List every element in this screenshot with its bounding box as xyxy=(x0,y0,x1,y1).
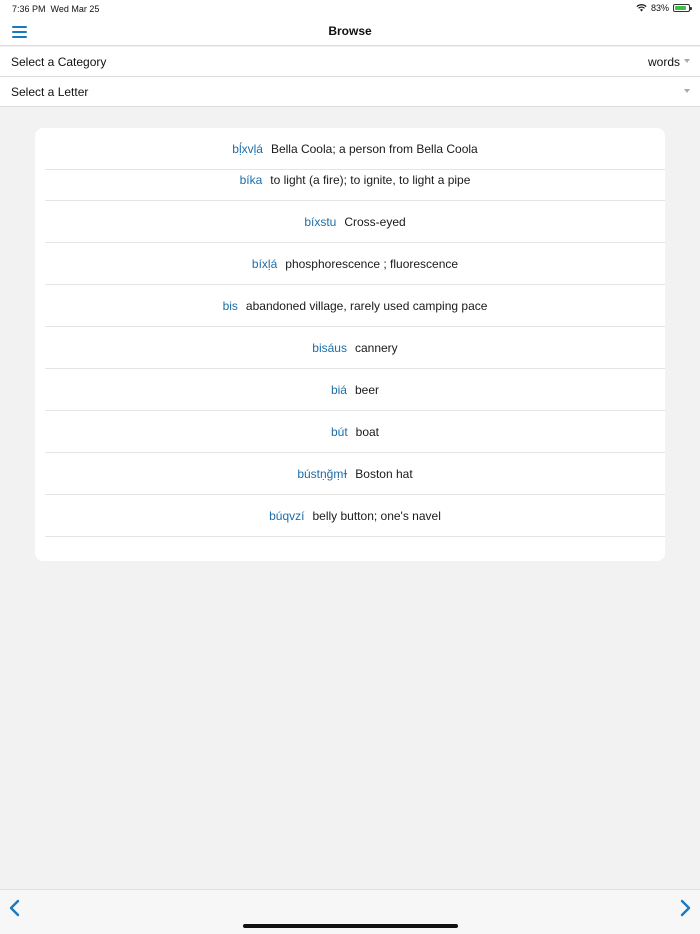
letter-select[interactable] xyxy=(0,77,700,107)
chevron-down-icon xyxy=(684,59,690,63)
chevron-down-icon xyxy=(684,89,690,93)
entry-definition: phosphorescence ; fluorescence xyxy=(285,256,459,271)
wifi-icon xyxy=(636,4,647,12)
list-item[interactable] xyxy=(45,327,665,369)
back-button[interactable] xyxy=(5,898,25,918)
entry-definition: cannery xyxy=(354,340,398,355)
home-indicator xyxy=(243,924,458,928)
battery-percent: 83% xyxy=(650,3,669,13)
chevron-right-icon xyxy=(675,898,695,918)
list-item[interactable] xyxy=(45,243,665,285)
page-title: Browse xyxy=(328,24,372,38)
entry-term: bút xyxy=(330,424,348,439)
entry-definition: to light (a fire); to ignite, to light a pipe xyxy=(270,172,471,187)
list-item[interactable] xyxy=(45,453,665,495)
word-list-card xyxy=(35,128,665,561)
list-item[interactable] xyxy=(45,369,665,411)
entry-term: bíxḷá xyxy=(251,256,278,271)
entry-term: biá xyxy=(330,382,347,397)
entry-definition: abandoned village, rarely used camping pace xyxy=(245,298,488,313)
entry-definition: beer xyxy=(354,382,380,397)
entry-term: bḷ́xvḷá xyxy=(232,141,263,156)
entry-term: bis xyxy=(222,298,238,313)
list-item[interactable] xyxy=(45,495,665,537)
list-item[interactable] xyxy=(45,411,665,453)
entry-term: búqvzí xyxy=(269,508,305,523)
list-item[interactable] xyxy=(45,201,665,243)
battery-icon xyxy=(673,4,690,12)
status-time xyxy=(12,4,99,14)
entry-term: bíxstu xyxy=(304,214,337,229)
entry-term: bisáus xyxy=(312,340,347,355)
status-clock: 7:36 PM xyxy=(12,4,46,14)
entry-definition: Cross-eyed xyxy=(344,214,406,229)
entry-definition: boat xyxy=(355,424,380,439)
category-select-label: Select a Category xyxy=(11,55,107,69)
chevron-left-icon xyxy=(5,898,25,918)
letter-select-label: Select a Letter xyxy=(11,85,89,99)
status-right xyxy=(636,3,690,13)
nav-bar xyxy=(0,18,700,46)
entry-term: bíka xyxy=(239,172,263,187)
status-bar xyxy=(0,0,700,18)
forward-button[interactable] xyxy=(675,898,695,918)
list-item[interactable] xyxy=(45,285,665,327)
entry-term: bústṇğṃɫ xyxy=(297,466,348,481)
entry-definition: belly button; one's navel xyxy=(312,508,441,523)
entry-definition: Boston hat xyxy=(355,466,413,481)
status-date: Wed Mar 25 xyxy=(50,4,100,14)
category-select[interactable] xyxy=(0,47,700,77)
category-select-value: words xyxy=(647,55,680,69)
list-item[interactable] xyxy=(45,159,665,201)
entry-definition: Bella Coola; a person from Bella Coola xyxy=(270,141,478,156)
